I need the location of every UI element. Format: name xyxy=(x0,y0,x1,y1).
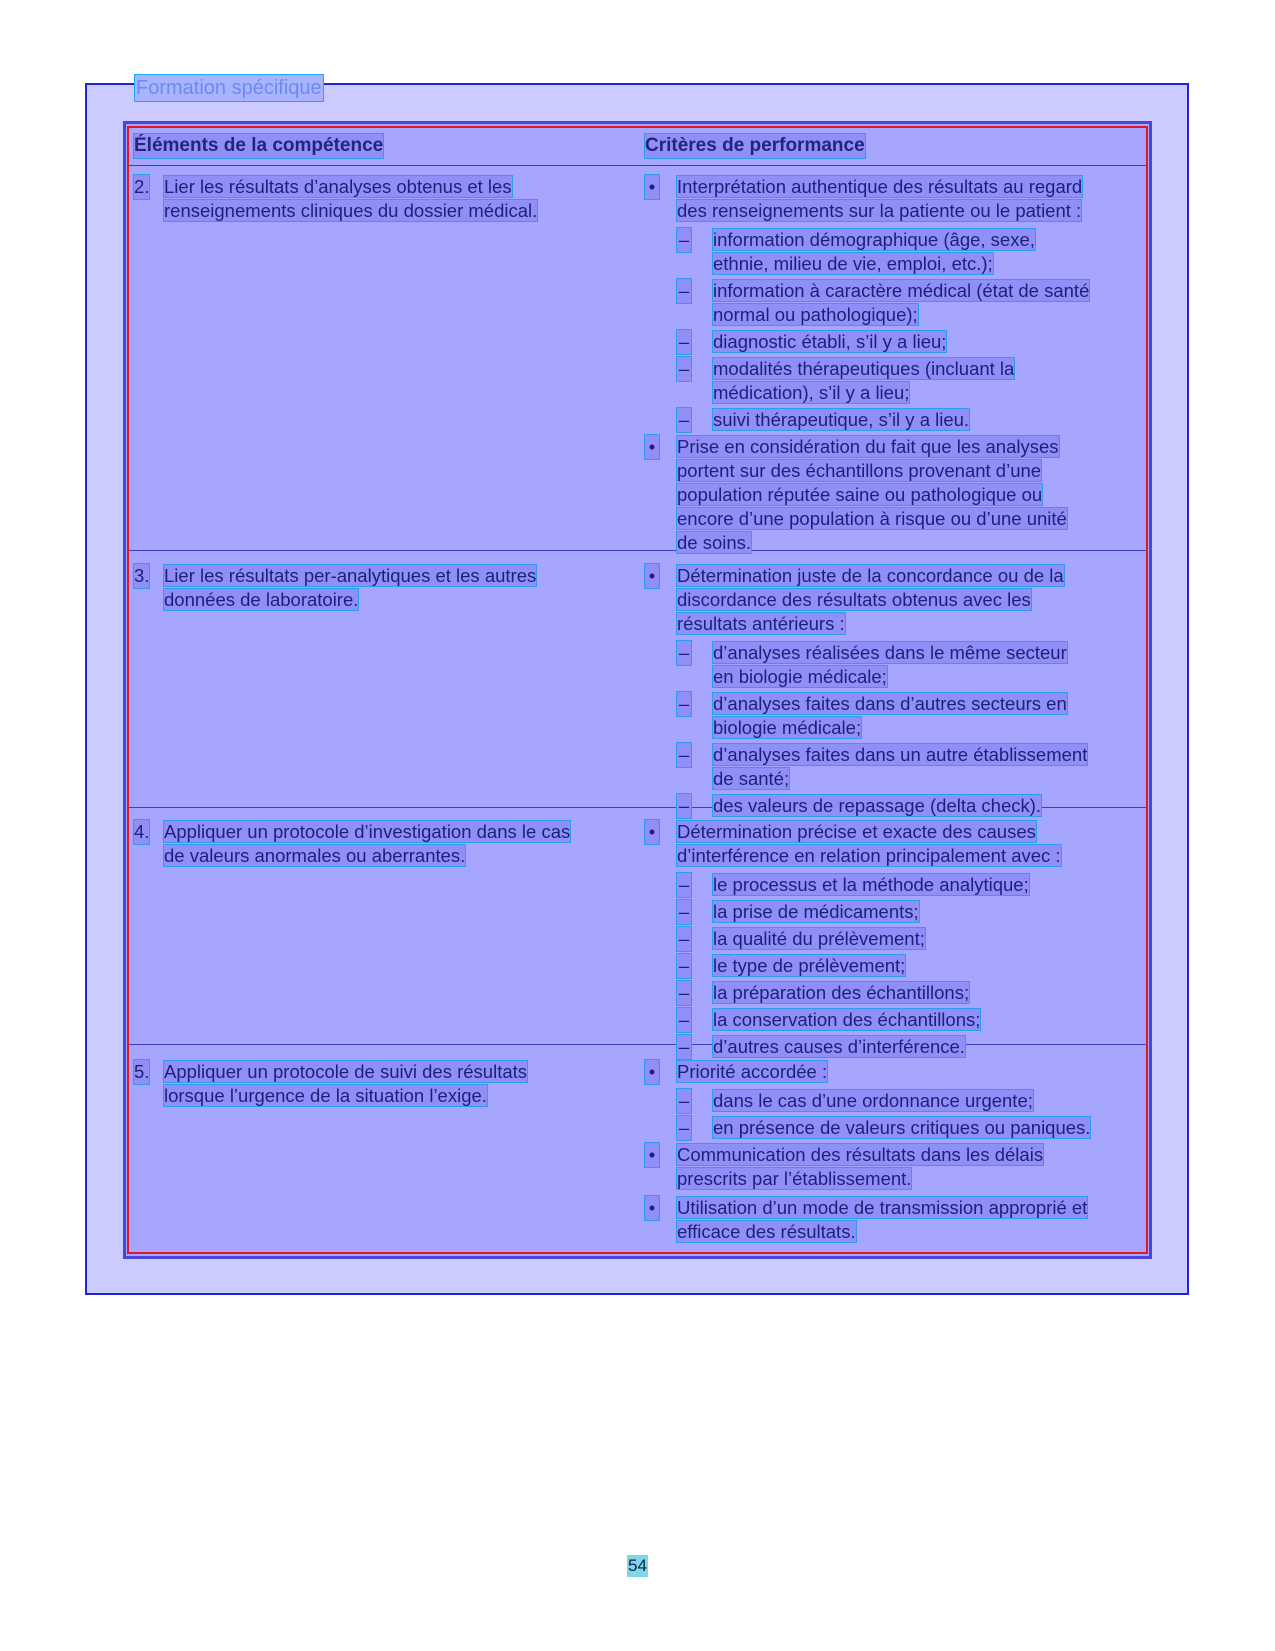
dash-icon: – xyxy=(678,1090,690,1111)
criterion-line: médication), s’il y a lieu; xyxy=(713,382,910,403)
criterion-bullet xyxy=(645,1143,1135,1191)
performance-criteria-2 xyxy=(645,175,1135,560)
criterion-bullet xyxy=(645,1060,1135,1084)
criterion-line: biologie médicale; xyxy=(713,717,862,738)
dash-icon: – xyxy=(678,693,690,714)
criterion-subitem xyxy=(645,954,1135,978)
performance-criteria-4 xyxy=(645,820,1135,1062)
criterion-line: modalités thérapeutiques (incluant la xyxy=(713,358,1015,379)
criterion-line: prescrits par l’établissement. xyxy=(677,1168,912,1189)
dash-icon: – xyxy=(678,1117,690,1138)
criterion-line: de santé; xyxy=(713,768,790,789)
criterion-line: d’analyses faites dans un autre établissement xyxy=(713,744,1088,765)
criterion-subitem xyxy=(645,981,1135,1005)
criterion-subitem xyxy=(645,794,1135,818)
dash-icon: – xyxy=(678,1036,690,1057)
column-header-elements: Éléments de la compétence xyxy=(134,135,384,156)
criterion-subitem xyxy=(645,692,1135,740)
criterion-line: information à caractère médical (état de santé xyxy=(713,280,1090,301)
dash-icon: – xyxy=(678,358,690,379)
competence-element-5 xyxy=(134,1060,644,1108)
bullet-icon: • xyxy=(645,175,659,199)
bullet-icon: • xyxy=(645,564,659,588)
element-number: 4. xyxy=(134,821,150,842)
page-number: 54 xyxy=(628,1556,647,1575)
criterion-subitem xyxy=(645,330,1135,354)
criterion-bullet xyxy=(645,435,1135,555)
bullet-icon: • xyxy=(645,435,659,459)
dash-icon: – xyxy=(678,280,690,301)
element-text-line: lorsque l’urgence de la situation l’exige. xyxy=(164,1085,487,1106)
dash-icon: – xyxy=(678,928,690,949)
header-divider xyxy=(129,165,1146,166)
criterion-line: population réputée saine ou pathologique ou xyxy=(677,484,1043,505)
element-text-line: de valeurs anormales ou aberrantes. xyxy=(164,845,466,866)
criterion-bullet xyxy=(645,564,1135,636)
criterion-bullet xyxy=(645,175,1135,223)
criterion-line: le processus et la méthode analytique; xyxy=(713,874,1029,895)
criterion-subitem xyxy=(645,873,1135,897)
competence-element-4 xyxy=(134,820,644,868)
criterion-line: en biologie médicale; xyxy=(713,666,887,687)
criterion-subitem xyxy=(645,1035,1135,1059)
criterion-line: la qualité du prélèvement; xyxy=(713,928,925,949)
criterion-line: normal ou pathologique); xyxy=(713,304,918,325)
bullet-icon: • xyxy=(645,820,659,844)
criterion-line: des valeurs de repassage (delta check). xyxy=(713,795,1042,816)
dash-icon: – xyxy=(678,744,690,765)
criterion-subitem xyxy=(645,228,1135,276)
element-text-line: Appliquer un protocole d’investigation dans le cas xyxy=(164,821,571,842)
criterion-line: information démographique (âge, sexe, xyxy=(713,229,1035,250)
criterion-line: Interprétation authentique des résultats au regard xyxy=(677,176,1083,197)
element-text-line: Lier les résultats per-analytiques et les autres xyxy=(164,565,537,586)
criterion-line: diagnostic établi, s’il y a lieu; xyxy=(713,331,947,352)
criterion-bullet xyxy=(645,820,1135,868)
criterion-line: Prise en considération du fait que les analyses xyxy=(677,436,1059,457)
criterion-subitem xyxy=(645,1008,1135,1032)
criterion-line: suivi thérapeutique, s’il y a lieu. xyxy=(713,409,970,430)
column-header-criteria: Critères de performance xyxy=(645,135,865,156)
criterion-line: en présence de valeurs critiques ou paniques. xyxy=(713,1117,1091,1138)
criterion-line: la conservation des échantillons; xyxy=(713,1009,981,1030)
competence-element-3 xyxy=(134,564,644,612)
criterion-line: la prise de médicaments; xyxy=(713,901,919,922)
criterion-subitem xyxy=(645,357,1135,405)
dash-icon: – xyxy=(678,1009,690,1030)
criterion-line: des renseignements sur la patiente ou le patient : xyxy=(677,200,1082,221)
dash-icon: – xyxy=(678,982,690,1003)
element-number: 2. xyxy=(134,176,150,197)
element-text-line: Appliquer un protocole de suivi des résultats xyxy=(164,1061,528,1082)
criterion-line: d’autres causes d’interférence. xyxy=(713,1036,965,1057)
criterion-line: d’analyses réalisées dans le même secteur xyxy=(713,642,1067,663)
criterion-line: d’interférence en relation principalement avec : xyxy=(677,845,1061,866)
competence-element-2 xyxy=(134,175,644,223)
criterion-subitem xyxy=(645,743,1135,791)
performance-criteria-5 xyxy=(645,1060,1135,1249)
element-text-line: Lier les résultats d’analyses obtenus et les xyxy=(164,176,512,197)
section-title: Formation spécifique xyxy=(134,74,324,102)
criterion-subitem xyxy=(645,641,1135,689)
criterion-line: la préparation des échantillons; xyxy=(713,982,970,1003)
bullet-icon: • xyxy=(645,1196,659,1220)
criterion-line: résultats antérieurs : xyxy=(677,613,845,634)
dash-icon: – xyxy=(678,795,690,816)
element-number: 5. xyxy=(134,1061,150,1082)
criterion-bullet xyxy=(645,1196,1135,1244)
criterion-line: le type de prélèvement; xyxy=(713,955,906,976)
bullet-icon: • xyxy=(645,1060,659,1084)
criterion-subitem xyxy=(645,900,1135,924)
criterion-line: Utilisation d’un mode de transmission approprié et xyxy=(677,1197,1088,1218)
criterion-subitem xyxy=(645,1089,1135,1113)
criterion-line: Détermination juste de la concordance ou de la xyxy=(677,565,1064,586)
dash-icon: – xyxy=(678,409,690,430)
dash-icon: – xyxy=(678,642,690,663)
criterion-line: Communication des résultats dans les délais xyxy=(677,1144,1044,1165)
element-number: 3. xyxy=(134,565,150,586)
dash-icon: – xyxy=(678,901,690,922)
criterion-subitem xyxy=(645,927,1135,951)
dash-icon: – xyxy=(678,955,690,976)
criterion-line: d’analyses faites dans d’autres secteurs en xyxy=(713,693,1067,714)
element-text-line: données de laboratoire. xyxy=(164,589,359,610)
criterion-line: dans le cas d’une ordonnance urgente; xyxy=(713,1090,1033,1111)
dash-icon: – xyxy=(678,331,690,352)
criterion-line: ethnie, milieu de vie, emploi, etc.); xyxy=(713,253,993,274)
criterion-subitem xyxy=(645,279,1135,327)
criterion-subitem xyxy=(645,1116,1135,1140)
element-text-line: renseignements cliniques du dossier médical. xyxy=(164,200,538,221)
dash-icon: – xyxy=(678,229,690,250)
criterion-line: efficace des résultats. xyxy=(677,1221,856,1242)
performance-criteria-3 xyxy=(645,564,1135,821)
criterion-line: Détermination précise et exacte des causes xyxy=(677,821,1036,842)
criterion-line: encore d’une population à risque ou d’une unité xyxy=(677,508,1067,529)
bullet-icon: • xyxy=(645,1143,659,1167)
criterion-line: Priorité accordée : xyxy=(677,1061,828,1082)
criterion-line: discordance des résultats obtenus avec les xyxy=(677,589,1031,610)
criterion-line: de soins. xyxy=(677,532,752,553)
criterion-line: portent sur des échantillons provenant d’une xyxy=(677,460,1042,481)
criterion-subitem xyxy=(645,408,1135,432)
dash-icon: – xyxy=(678,874,690,895)
